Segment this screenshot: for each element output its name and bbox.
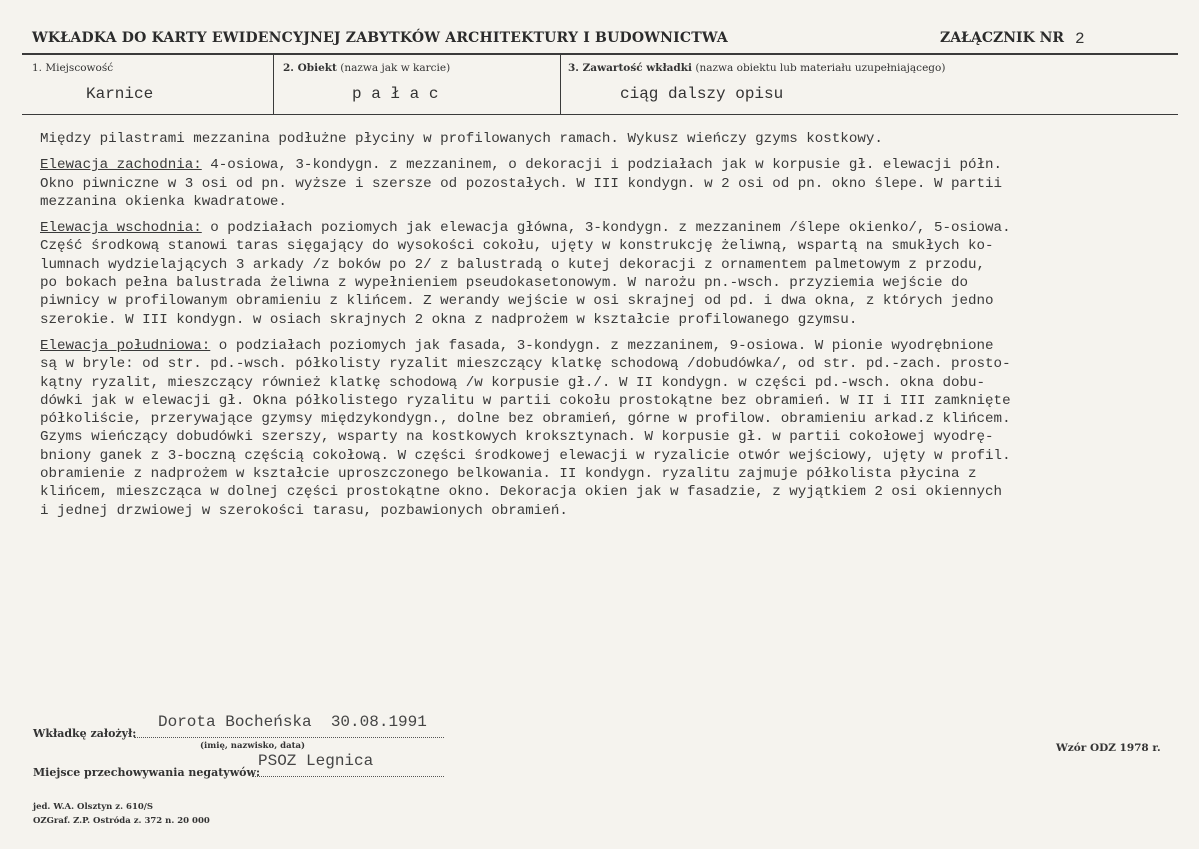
west-elevation-heading: Elewacja zachodnia: — [40, 157, 202, 174]
text-line: bniony ganek z 3-boczną częścią cokołową. W części środkowej elewacji w ryzalicie otwór wejściowy, ujęty w profil. — [40, 447, 1011, 464]
text-line: Okno piwniczne w 3 osi od pn. wyższe i szersze od pozostałych. W III kondygn. w 2 osi od pn. okno ślepe. W partii — [40, 175, 1003, 192]
text-line: lumnach wydzielających 3 arkady /z boków po 2/ z balustradą o kutej dekoracji z ornamentem palmetowym z przodu, — [40, 256, 986, 273]
south-elevation-paragraph — [40, 337, 1180, 520]
text-line: Część środkową stanowi taras sięgający do wysokości cokołu, ujęty w konstrukcję żeliwną, wspartą na smukłych ko- — [40, 238, 994, 255]
text-line: są w bryle: od str. pd.-wsch. półkolisty ryzalit mieszczący klatkę schodową /dobudówka/, od str. pd.-zach. prosto- — [40, 356, 1011, 373]
text-line: Elewacja zachodnia: 4-osiowa, 3-kondygn. z mezzaninem, o dekoracji i podziałach jak w korpusie gł. elewacji półn. — [40, 157, 1003, 174]
text-line: klińcem, mieszcząca w dolnej części prostokątne okno. Dekoracja okien jak w fasadzie, z wyjątkiem 2 osi okiennych — [40, 484, 1003, 501]
east-elevation-heading: Elewacja wschodnia: — [40, 220, 202, 237]
author-label: Wkładkę założył: — [33, 727, 137, 740]
object-label: 2. Obiekt (nazwa jak w karcie) — [283, 62, 451, 74]
text-line: Między pilastrami mezzanina podłużne płyciny w profilowanych ramach. Wykusz wieńczy gzyms kostkowy. — [40, 131, 883, 147]
print-info-1: jed. W.A. Olsztyn z. 610/S — [33, 802, 154, 812]
annex-label: ZAŁĄCZNIK NR — [940, 30, 1065, 46]
form-id: Wzór ODZ 1978 r. — [1056, 742, 1161, 754]
card-title: WKŁADKA DO KARTY EWIDENCYJNEJ ZABYTKÓW ARCHITEKTURY I BUDOWNICTWA — [32, 30, 728, 46]
storage-value: PSOZ Legnica — [258, 752, 374, 770]
fields-bottom-border — [22, 114, 1178, 115]
annex-number: 2 — [1075, 30, 1085, 48]
storage-line — [252, 776, 444, 777]
text-line: piwnicy w profilowanym obramieniu z klińcem. Z werandy wejście w osi skrajnej od pd. i dwa okna, z których jedno — [40, 293, 994, 310]
content-value: ciąg dalszy opisu — [620, 85, 784, 103]
field-divider-1 — [273, 54, 274, 114]
author-line — [134, 737, 444, 738]
locality-label: 1. Miejscowość — [32, 62, 114, 74]
text-line: Elewacja południowa: o podziałach poziomych jak fasada, 3-kondygn. z mezzaninem, 9-osiowa. W pionie wyodrębnione — [40, 337, 994, 354]
text-line: szerokie. W III kondygn. w osiach skrajnych 2 okna z nadprożem w kształcie profilowanego gzymsu. — [40, 311, 858, 328]
text-line: dówki jak w elewacji gł. Okna półkolistego ryzalitu w partii cokołu prostokątne bez obramień. W II i III zamknięte — [40, 392, 1011, 409]
storage-label: Miejsce przechowywania negatywów: — [33, 766, 261, 779]
text-line: i jednej drzwiowej w szerokości tarasu, pozbawionych obramień. — [40, 502, 568, 519]
text-line: po bokach pełna balustrada żeliwna z wypełnieniem pseudokasetonowym. W narożu pn.-wsch. przyziemia wejście do — [40, 275, 969, 292]
author-hint: (imię, nazwisko, data) — [200, 741, 306, 751]
text-line: obramienie z nadprożem w kształcie uproszczonego belkowania. II kondygn. ryzalitu zajmuje półkolista płycina z — [40, 466, 977, 483]
text-line: kątny ryzalit, mieszczący również klatkę schodową /w korpusie gł./. W II kondygn. w części pd.-wsch. okna dobu- — [40, 374, 986, 391]
intro-paragraph — [40, 130, 1180, 148]
description-body — [40, 130, 1180, 528]
text-line: mezzanina okienka kwadratowe. — [40, 193, 287, 210]
locality-value: Karnice — [86, 85, 154, 103]
west-elevation-paragraph — [40, 156, 1180, 211]
text-line: półkoliście, przerywające gzymsy międzykondygn., dolne bez obramień, górne w profilow. obramieniu arkad.z klińcem. — [40, 411, 1011, 428]
text-line: Elewacja wschodnia: o podziałach poziomych jak elewacja główna, 3-kondygn. z mezzaninem /ślepe okienko/, 5-osiowa. — [40, 220, 1011, 237]
top-border — [22, 53, 1178, 55]
text-line: Gzyms wieńczący dobudówki szerszy, wsparty na kostkowych kroksztynach. W korpusie gł. w partii cokołowej wyodrę- — [40, 429, 994, 446]
object-value: p a ł a c — [352, 85, 439, 103]
content-label: 3. Zawartość wkładki (nazwa obiektu lub materiału uzupełniającego) — [568, 62, 946, 74]
east-elevation-paragraph — [40, 219, 1180, 329]
author-value: Dorota Bocheńska 30.08.1991 — [158, 713, 427, 731]
field-divider-2 — [560, 54, 561, 114]
print-info-2: OZGraf. Z.P. Ostróda z. 372 n. 20 000 — [33, 816, 210, 826]
south-elevation-heading: Elewacja południowa: — [40, 337, 211, 354]
